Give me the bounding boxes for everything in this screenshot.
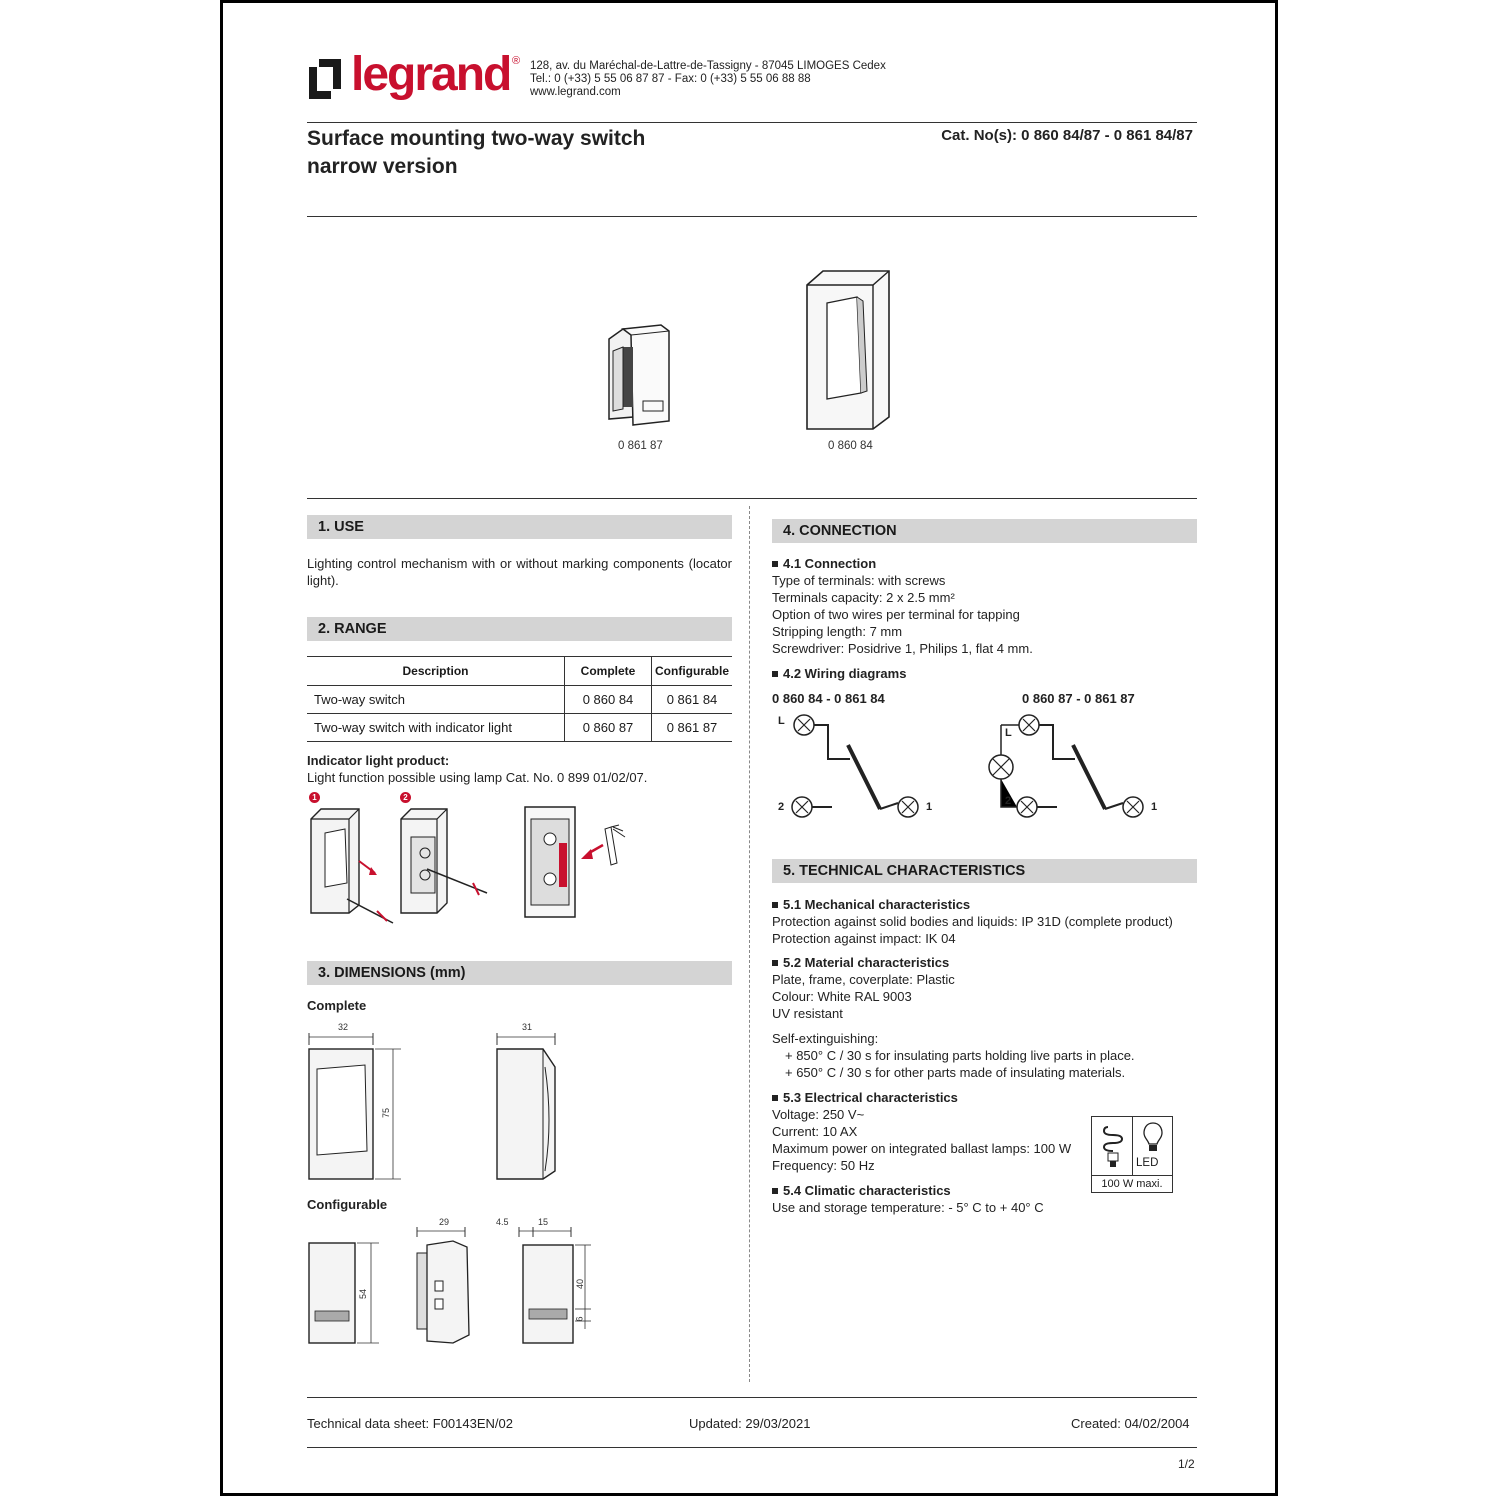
footer-updated-date: Updated: 29/03/2021 <box>689 1416 811 1431</box>
connection-subheading-text: 4.1 Connection <box>783 556 877 571</box>
mechanical-line: Protection against solid bodies and liquids: IP 31D (complete product) <box>772 914 1173 929</box>
electrical-line: Maximum power on integrated ballast lamps: 100 W <box>772 1141 1072 1156</box>
column-header-description: Description <box>307 657 565 686</box>
lamp-compatibility-box <box>1091 1116 1173 1193</box>
connection-line: Terminals capacity: 2 x 2.5 mm² <box>772 590 955 605</box>
wiring-subheading-text: 4.2 Wiring diagrams <box>783 666 907 681</box>
bullet-square-icon <box>772 902 778 908</box>
connection-line: Option of two wires per terminal for tapping <box>772 607 1020 622</box>
material-subheading <box>772 954 949 971</box>
dim-config-a: 4.5 <box>496 1217 509 1227</box>
connection-details <box>772 572 1033 657</box>
bullet-square-icon <box>772 960 778 966</box>
section-dimensions-heading: 3. DIMENSIONS (mm) <box>307 961 732 985</box>
terminal-2-label: 2 <box>778 801 785 813</box>
terminal-L-label: L <box>1005 727 1012 739</box>
table-cell: Two-way switch with indicator light <box>307 714 565 742</box>
bullet-square-icon <box>772 671 778 677</box>
electrical-line: Frequency: 50 Hz <box>772 1158 875 1173</box>
range-table <box>307 656 732 742</box>
electrical-subheading <box>772 1089 958 1106</box>
registered-mark: ® <box>512 55 521 67</box>
bullet-square-icon <box>772 1188 778 1194</box>
terminal-1-label: 1 <box>1151 801 1158 813</box>
electrical-subheading-text: 5.3 Electrical characteristics <box>783 1090 958 1105</box>
product-label-0-861-87: 0 861 87 <box>618 440 663 452</box>
wiring-diagram-1 <box>772 707 952 823</box>
footer-sheet-number: Technical data sheet: F00143EN/02 <box>307 1416 513 1431</box>
electrical-line: Current: 10 AX <box>772 1124 858 1139</box>
footer-rule-top <box>307 1397 1197 1398</box>
data-sheet-page <box>220 0 1278 1496</box>
complete-side-drawing <box>493 1031 563 1183</box>
material-details <box>772 971 955 1022</box>
indicator-light-title: Indicator light product: <box>307 753 450 768</box>
self-extinguishing-line: + 850° C / 30 s for insulating parts holding live parts in place. <box>785 1048 1135 1063</box>
climatic-subheading-text: 5.4 Climatic characteristics <box>783 1183 951 1198</box>
phone-fax-line: Tel.: 0 (+33) 5 55 06 87 87 - Fax: 0 (+33) 5 55 06 88 88 <box>530 73 811 85</box>
document-title <box>307 125 645 181</box>
title-line-2: narrow version <box>307 155 458 178</box>
box-divider <box>1132 1117 1133 1175</box>
table-cell: 0 860 87 <box>565 714 652 742</box>
climatic-details: Use and storage temperature: - 5° C to + 40° C <box>772 1200 1044 1215</box>
indicator-light-text: Light function possible using lamp Cat. No. 0 899 01/02/07. <box>307 770 648 785</box>
dimensions-complete-label: Complete <box>307 998 367 1013</box>
legrand-logo <box>307 48 527 105</box>
indicator-installation-illustration <box>307 803 637 925</box>
use-description: Lighting control mechanism with or without marking components (locator light). <box>307 556 732 588</box>
material-subheading-text: 5.2 Material characteristics <box>783 955 950 970</box>
max-power-label: 100 W maxi. <box>1101 1178 1163 1190</box>
step-2-badge: 2 <box>400 792 411 803</box>
terminal-L-label: L <box>778 715 785 727</box>
self-extinguishing <box>772 1030 1135 1081</box>
dim-complete-height: 75 <box>381 1107 392 1119</box>
title-line-1: Surface mounting two-way switch <box>307 127 646 150</box>
self-extinguishing-title: Self-extinguishing: <box>772 1031 879 1046</box>
energy-saving-lamp-icon <box>1102 1123 1124 1169</box>
table-cell: Two-way switch <box>307 686 565 714</box>
electrical-details <box>772 1106 1071 1174</box>
legrand-logo-mark-icon <box>307 59 341 99</box>
dim-config-height: 54 <box>358 1288 369 1300</box>
dimensions-configurable-label: Configurable <box>307 1197 388 1212</box>
connection-line: Stripping length: 7 mm <box>772 624 903 639</box>
table-cell: 0 860 84 <box>565 686 652 714</box>
wiring-diagram-2-title: 0 860 87 - 0 861 87 <box>1022 691 1135 706</box>
dim-complete-depth: 31 <box>522 1022 533 1032</box>
product-0-861-87-illustration <box>603 321 673 429</box>
step-1-badge: 1 <box>309 792 320 803</box>
footer-created-date: Created: 04/02/2004 <box>1071 1416 1190 1431</box>
dim-config-d: 6 <box>574 1316 585 1322</box>
section-technical-heading: 5. TECHNICAL CHARACTERISTICS <box>772 859 1197 883</box>
section-connection-heading: 4. CONNECTION <box>772 519 1197 543</box>
product-label-0-860-84: 0 860 84 <box>828 440 873 452</box>
footer-rule-bottom <box>307 1447 1197 1448</box>
dim-complete-width: 32 <box>338 1022 349 1032</box>
terminal-1-label: 1 <box>926 801 933 813</box>
connection-line: Screwdriver: Posidrive 1, Philips 1, flat 4 mm. <box>772 641 1033 656</box>
column-divider <box>749 506 750 1382</box>
table-row <box>307 714 732 742</box>
dim-config-c: 40 <box>575 1278 586 1290</box>
self-extinguishing-line: + 650° C / 30 s for other parts made of insulating materials. <box>785 1065 1126 1080</box>
mechanical-details <box>772 913 1173 947</box>
logo-wordmark: legrand <box>351 48 511 101</box>
product-0-860-84-illustration <box>803 267 893 431</box>
mechanical-subheading <box>772 896 970 913</box>
led-label: LED <box>1136 1157 1159 1169</box>
header-rule <box>307 122 1197 123</box>
wiring-subheading <box>772 665 906 682</box>
led-bulb-icon <box>1142 1121 1164 1153</box>
table-cell: 0 861 87 <box>652 714 733 742</box>
bullet-square-icon <box>772 561 778 567</box>
electrical-line: Voltage: 250 V~ <box>772 1107 865 1122</box>
bullet-square-icon <box>772 1095 778 1101</box>
section-range-heading: 2. RANGE <box>307 617 732 641</box>
material-line: UV resistant <box>772 1006 843 1021</box>
company-address <box>530 60 886 99</box>
column-header-complete: Complete <box>565 657 652 686</box>
table-row <box>307 686 732 714</box>
connection-line: Type of terminals: with screws <box>772 573 946 588</box>
connection-subheading <box>772 555 876 572</box>
dim-config-depth: 29 <box>439 1217 450 1227</box>
catalogue-numbers: Cat. No(s): 0 860 84/87 - 0 861 84/87 <box>941 127 1193 144</box>
page-number: 1/2 <box>1178 1457 1195 1471</box>
section-use-heading: 1. USE <box>307 515 732 539</box>
mechanical-line: Protection against impact: IK 04 <box>772 931 956 946</box>
content-rule <box>307 498 1197 499</box>
material-line: Colour: White RAL 9003 <box>772 989 912 1004</box>
climatic-subheading <box>772 1182 951 1199</box>
website-link[interactable]: www.legrand.com <box>530 86 621 98</box>
configurable-side-drawing <box>413 1225 473 1349</box>
mechanical-subheading-text: 5.1 Mechanical characteristics <box>783 897 971 912</box>
column-header-configurable: Configurable <box>652 657 733 686</box>
box-divider <box>1092 1175 1172 1176</box>
dim-config-b: 15 <box>538 1217 549 1227</box>
configurable-front-drawing <box>307 1239 383 1347</box>
table-header-row <box>307 657 732 686</box>
address-line: 128, av. du Maréchal-de-Lattre-de-Tassigny - 87045 LIMOGES Cedex <box>530 60 886 72</box>
wiring-diagram-1-title: 0 860 84 - 0 861 84 <box>772 691 885 706</box>
terminal-2-label: 2 <box>1005 795 1012 807</box>
material-line: Plate, frame, coverplate: Plastic <box>772 972 955 987</box>
title-rule <box>307 216 1197 217</box>
table-cell: 0 861 84 <box>652 686 733 714</box>
